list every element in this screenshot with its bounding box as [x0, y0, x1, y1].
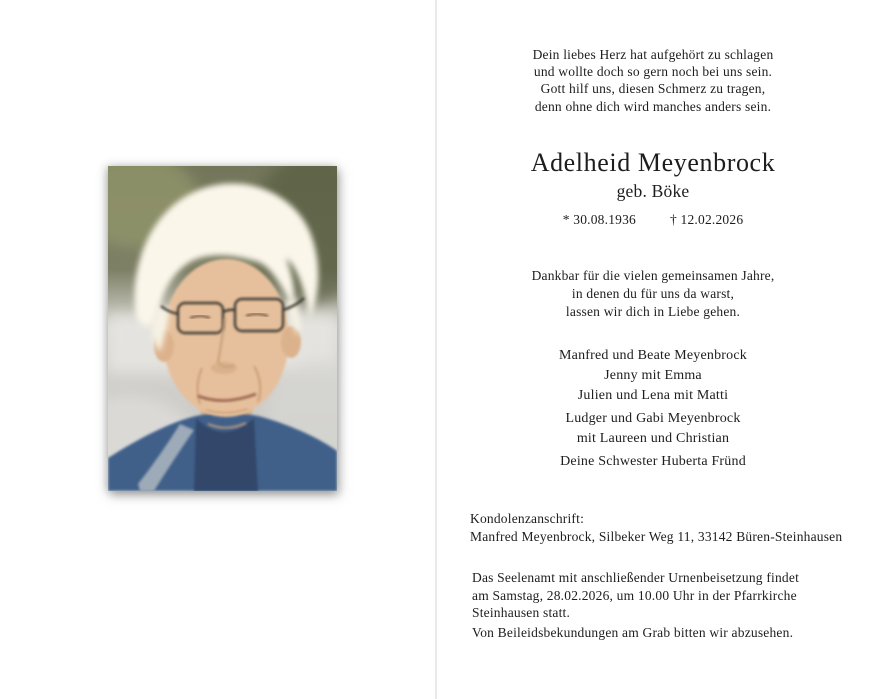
death-date: † 12.02.2026: [670, 212, 744, 227]
condolence-note: Von Beileidsbekundungen am Grab bitten wir abzusehen.: [472, 625, 794, 640]
deceased-name: Adelheid Meyenbrock: [530, 148, 776, 177]
service-announcement: [472, 569, 862, 622]
mourner-line: Deine Schwester Huberta Fründ: [560, 454, 746, 469]
mourner-line: Manfred und Beate Meyenbrock: [559, 348, 747, 363]
mourner-group: [437, 346, 869, 406]
mourner-line: Ludger und Gabi Meyenbrock: [565, 411, 741, 426]
maiden-name: geb. Böke: [616, 181, 690, 201]
service-line: am Samstag, 28.02.2026, um 10.00 Uhr in der Pfarrkirche: [472, 587, 797, 603]
condolence-address: Manfred Meyenbrock, Silbeker Weg 11, 33142 Büren-Steinhausen: [470, 528, 843, 544]
verse-line: Dein liebes Herz hat aufgehört zu schlagen: [532, 47, 774, 62]
mourner-line: mit Laureen und Christian: [576, 431, 730, 446]
service-line: Steinhausen statt.: [472, 605, 571, 620]
life-dates: [437, 211, 869, 228]
mourner-line: Jenny mit Emma: [604, 368, 702, 383]
verse-line: und wollte doch so gern noch bei uns sein.: [533, 64, 773, 80]
verse-line: denn ohne dich wird manches anders sein.: [534, 98, 772, 114]
farewell-verse: [437, 267, 869, 321]
condolence-label: Kondolenzanschrift:: [470, 511, 585, 526]
verse-line: lassen wir dich in Liebe gehen.: [565, 304, 741, 319]
verse-line: in denen du für uns da warst,: [571, 286, 735, 301]
verse-line: Dankbar für die vielen gemeinsamen Jahre,: [531, 268, 775, 283]
service-line: Das Seelenamt mit anschließender Urnenbeisetzung findet: [472, 570, 800, 585]
verse-line: Gott hilf uns, diesen Schmerz zu tragen,: [540, 81, 766, 97]
opening-verse: [437, 46, 869, 115]
text-page: [437, 0, 869, 699]
portrait-photo: [108, 166, 337, 491]
mourner-group: [437, 452, 869, 472]
mourner-line: Julien und Lena mit Matti: [577, 388, 729, 403]
condolence-address-block: [470, 510, 865, 545]
mourners-list: [437, 346, 869, 472]
birth-date: * 30.08.1936: [562, 212, 636, 227]
mourner-group: [437, 409, 869, 449]
portrait-illustration: [108, 166, 337, 491]
